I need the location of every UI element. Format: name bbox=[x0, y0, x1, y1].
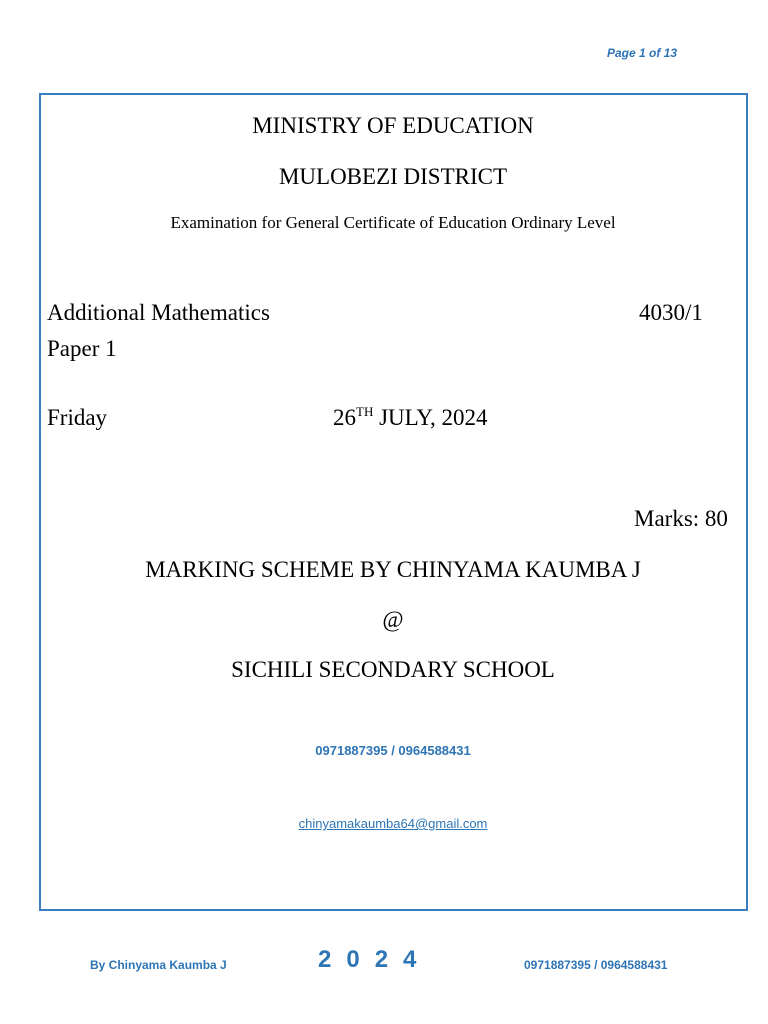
exam-title: Examination for General Certificate of Education Ordinary Level bbox=[170, 213, 616, 232]
date-suffix: TH bbox=[356, 404, 374, 419]
footer-phones: 0971887395 / 0964588431 bbox=[524, 958, 668, 972]
at-symbol: @ bbox=[382, 607, 404, 632]
contact-phones: 0971887395 / 0964588431 bbox=[315, 743, 471, 758]
paper-code: 4030/1 bbox=[639, 300, 703, 325]
page-number: Page 1 of 13 bbox=[607, 46, 678, 60]
date-rest: JULY, 2024 bbox=[373, 405, 488, 430]
paper-number: Paper 1 bbox=[47, 336, 117, 361]
district-heading: MULOBEZI DISTRICT bbox=[278, 164, 508, 189]
date-day: 26 bbox=[333, 405, 356, 430]
contact-email[interactable]: chinyamakaumba64@gmail.com bbox=[298, 816, 488, 831]
school-name: SICHILI SECONDARY SCHOOL bbox=[231, 657, 555, 682]
ministry-heading: MINISTRY OF EDUCATION bbox=[252, 113, 534, 138]
total-marks: Marks: 80 bbox=[634, 506, 728, 531]
footer-year: 2024 bbox=[318, 946, 432, 973]
subject-name: Additional Mathematics bbox=[47, 300, 270, 325]
scheme-author: MARKING SCHEME BY CHINYAMA KAUMBA J bbox=[145, 557, 641, 582]
exam-date bbox=[333, 405, 488, 431]
footer-author: By Chinyama Kaumba J bbox=[90, 958, 227, 972]
exam-day: Friday bbox=[47, 405, 108, 430]
